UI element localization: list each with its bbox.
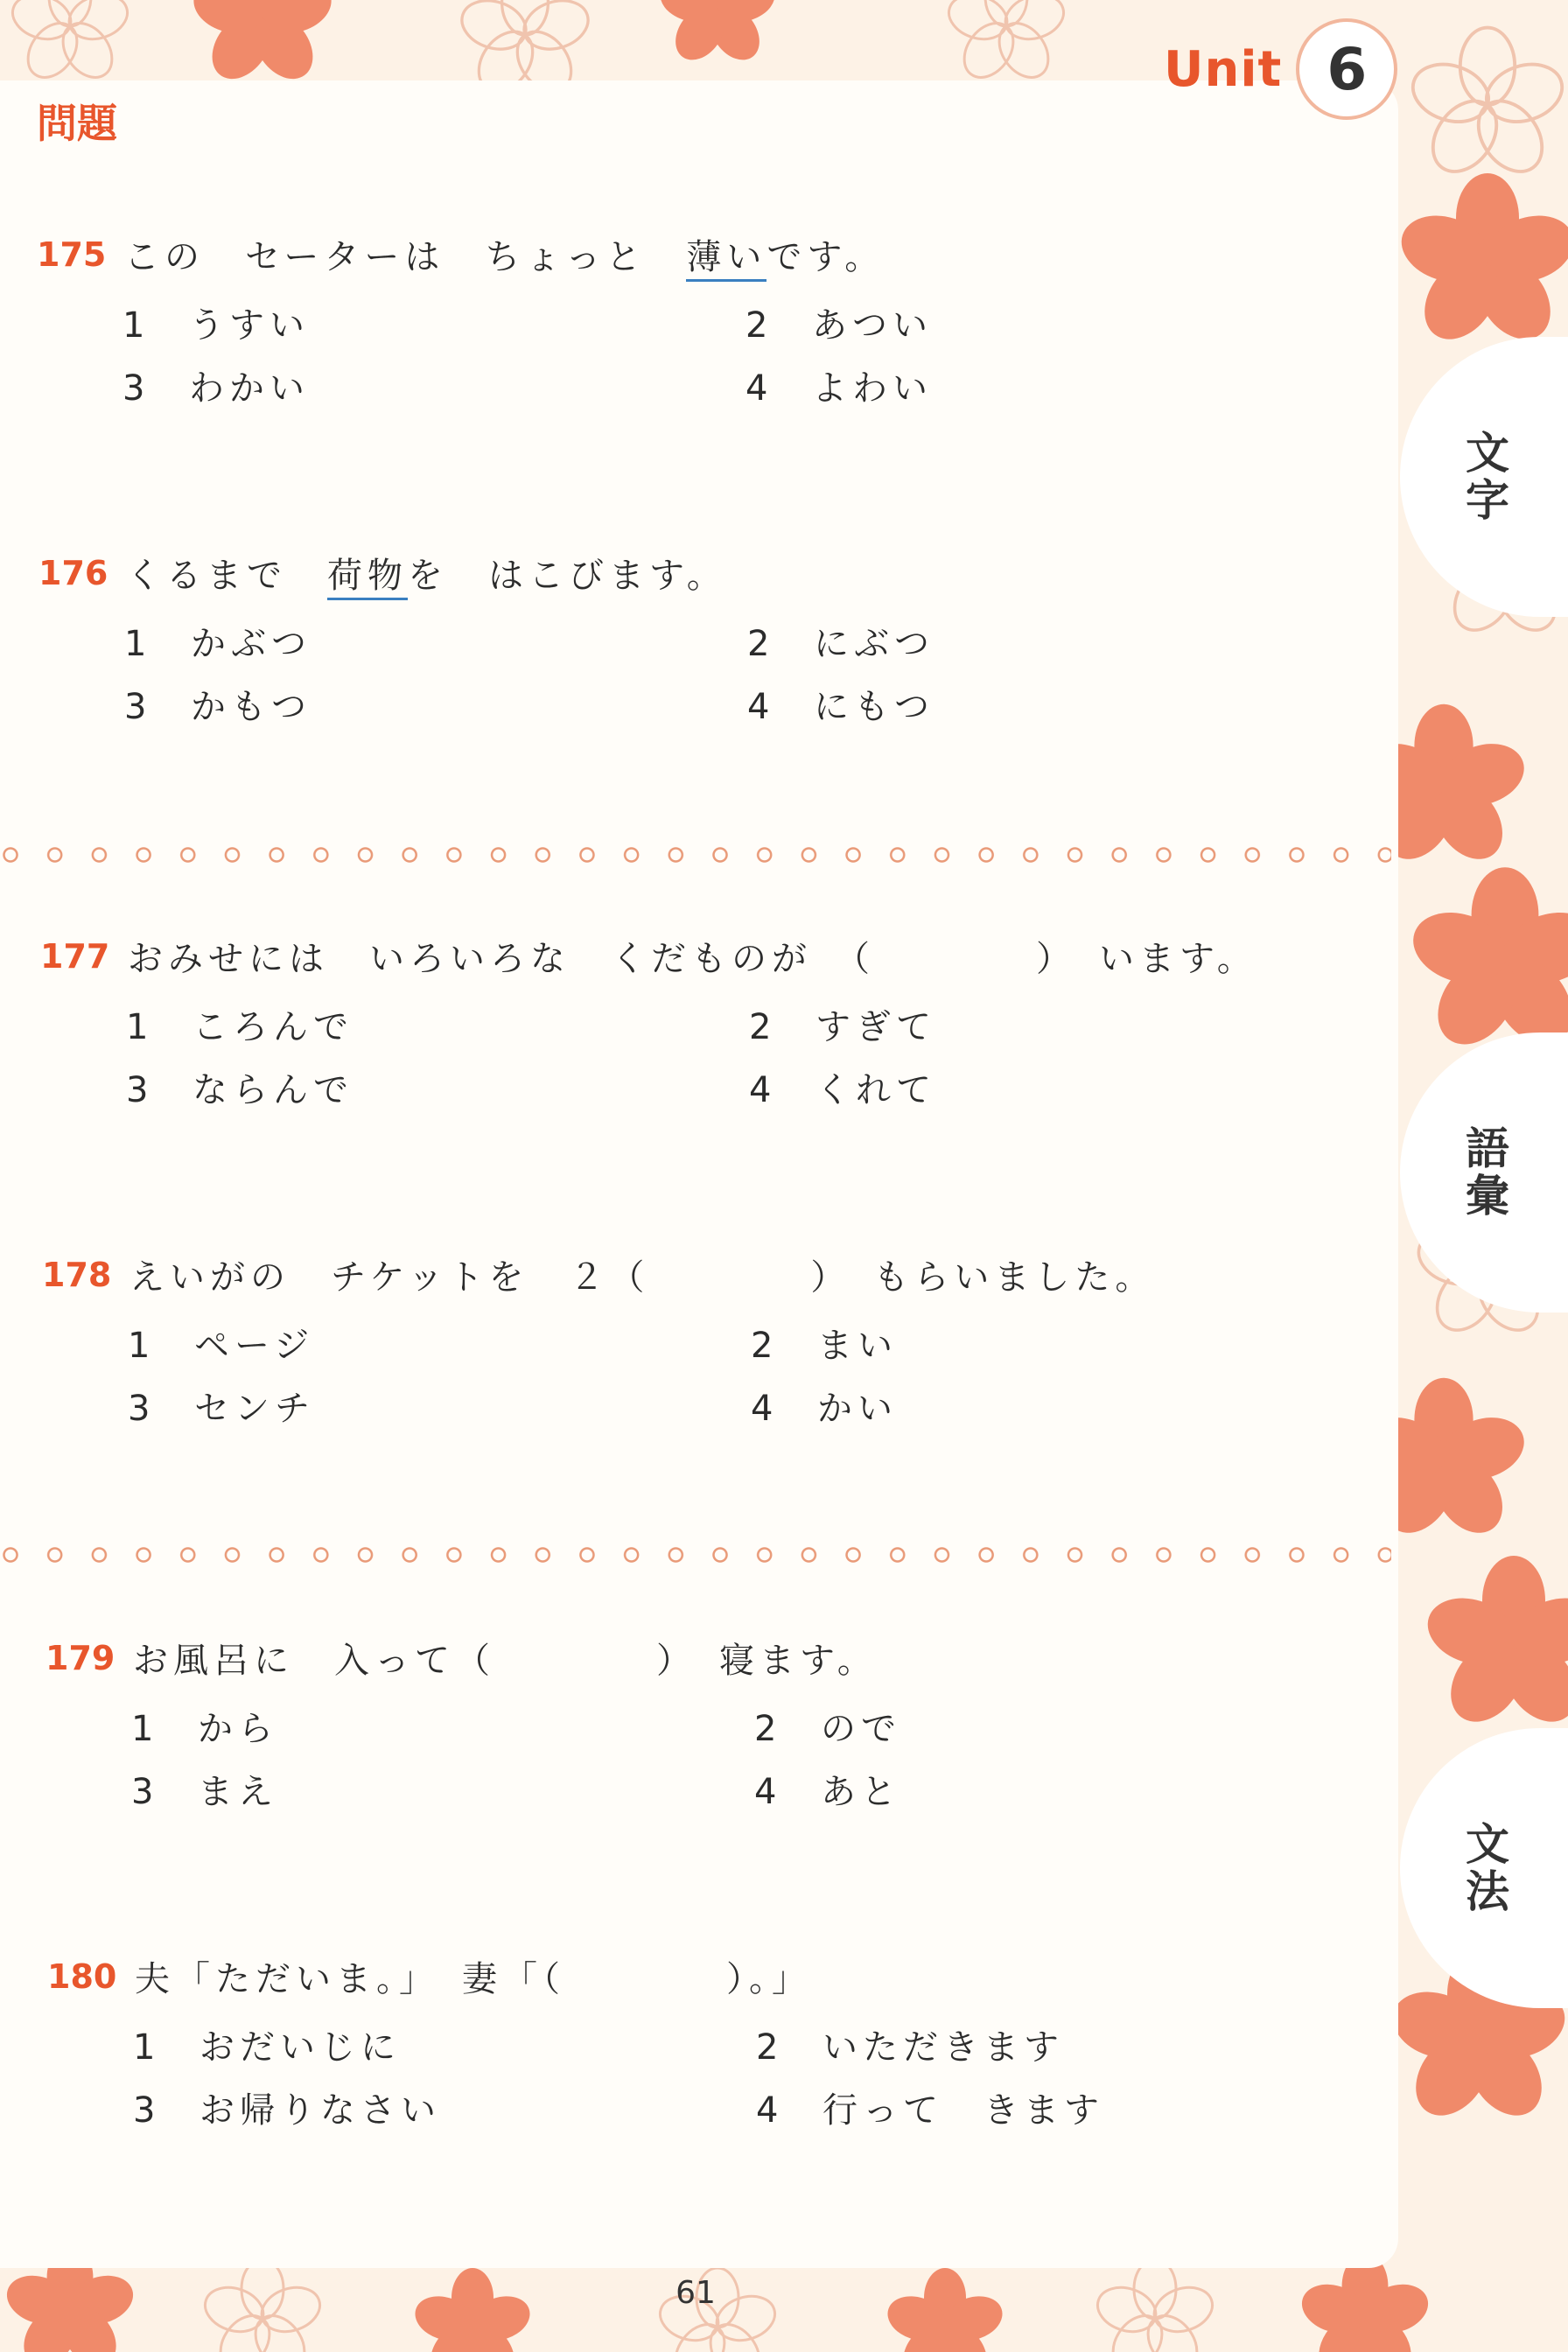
side-tab-label: 文字 bbox=[1459, 430, 1509, 524]
question-text: くるまで 荷物を はこびます。 bbox=[126, 548, 727, 598]
unit-badge bbox=[1164, 21, 1397, 117]
option-4[interactable]: 4 よわい bbox=[746, 368, 933, 409]
side-tab-label: 文法 bbox=[1459, 1821, 1509, 1915]
question-number: 180 bbox=[47, 1956, 117, 1996]
question-number: 178 bbox=[42, 1255, 112, 1294]
option-2[interactable]: 2 にぶつ bbox=[747, 624, 934, 664]
question-text: えいがの チケットを ２（ ） もらいました。 bbox=[130, 1257, 1156, 1298]
option-3[interactable]: 3 まえ bbox=[131, 1772, 278, 1812]
side-tab-label: 語彙 bbox=[1459, 1125, 1509, 1220]
question-number: 175 bbox=[37, 234, 107, 274]
option-1[interactable]: 1 うすい bbox=[122, 305, 310, 346]
option-1[interactable]: 1 から bbox=[131, 1709, 278, 1749]
question-number: 177 bbox=[40, 936, 110, 976]
question-text: おみせには いろいろな くだものが （ ） います。 bbox=[128, 939, 1257, 979]
option-2[interactable]: 2 いただきます bbox=[756, 2027, 1064, 2068]
option-1[interactable]: 1 ころんで bbox=[126, 1007, 354, 1047]
unit-label: Unit bbox=[1164, 40, 1283, 98]
option-4[interactable]: 4 かい bbox=[751, 1389, 898, 1429]
option-4[interactable]: 4 くれて bbox=[749, 1070, 936, 1110]
page-number: 61 bbox=[676, 2275, 716, 2311]
question-number: 176 bbox=[38, 553, 108, 592]
question-text: この セーターは ちょっと 薄いです。 bbox=[124, 229, 885, 279]
dotted-divider bbox=[0, 844, 1391, 865]
section-title: 問題 bbox=[37, 100, 117, 147]
option-2[interactable]: 2 あつい bbox=[746, 305, 933, 346]
question-number: 179 bbox=[46, 1638, 116, 1677]
question-text: お風呂に 入って（ ） 寝ます。 bbox=[133, 1641, 878, 1681]
question-text: 夫「ただいま。」 妻「（ ）。」 bbox=[135, 1959, 812, 1999]
option-1[interactable]: 1 おだいじに bbox=[133, 2027, 401, 2068]
option-2[interactable]: 2 すぎて bbox=[749, 1007, 936, 1047]
option-3[interactable]: 3 お帰りなさい bbox=[133, 2090, 441, 2131]
option-2[interactable]: 2 まい bbox=[751, 1326, 898, 1366]
option-1[interactable]: 1 かぶつ bbox=[124, 624, 312, 664]
underlined-word: 荷物 bbox=[327, 556, 408, 600]
option-3[interactable]: 3 わかい bbox=[122, 368, 310, 409]
option-4[interactable]: 4 行って きます bbox=[756, 2090, 1104, 2131]
option-2[interactable]: 2 ので bbox=[754, 1709, 901, 1749]
option-1[interactable]: 1 ページ bbox=[128, 1326, 315, 1366]
option-3[interactable]: 3 ならんで bbox=[126, 1070, 354, 1110]
unit-number: 6 bbox=[1296, 18, 1397, 120]
option-3[interactable]: 3 センチ bbox=[128, 1389, 315, 1429]
underlined-word: 薄い bbox=[686, 237, 766, 282]
option-4[interactable]: 4 にもつ bbox=[747, 687, 934, 727]
option-3[interactable]: 3 かもつ bbox=[124, 687, 312, 727]
dotted-divider bbox=[0, 1544, 1391, 1565]
option-4[interactable]: 4 あと bbox=[754, 1772, 901, 1812]
